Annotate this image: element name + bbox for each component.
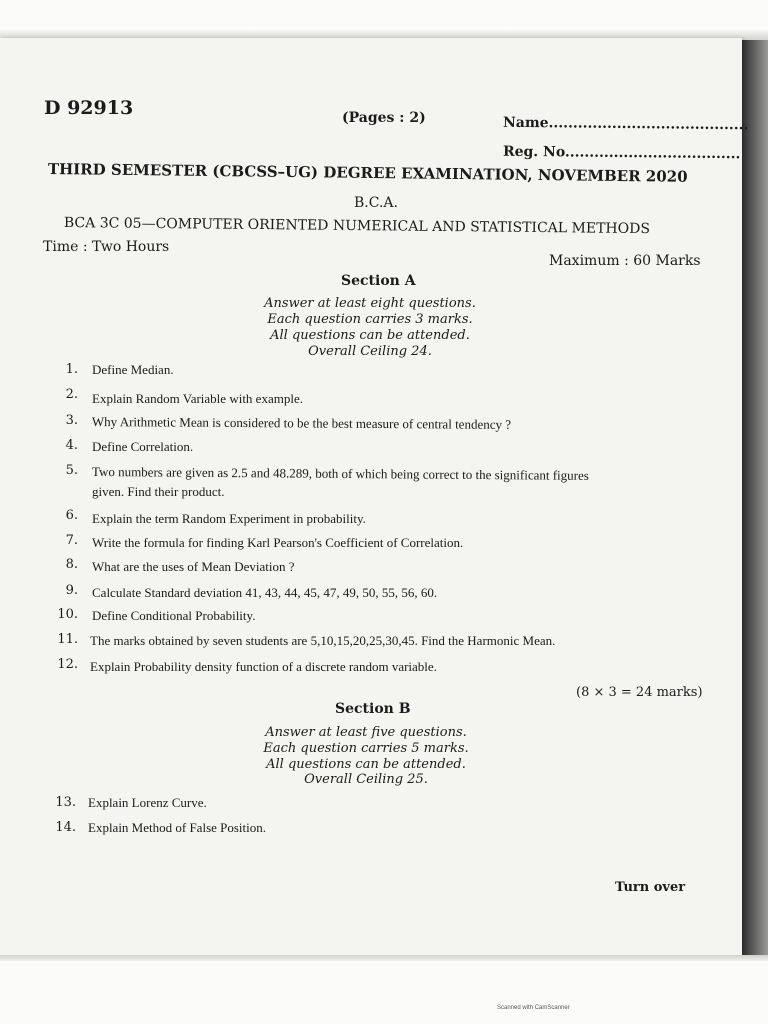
question-text: Explain the term Random Experiment in probability.: [92, 511, 366, 526]
turn-over-label: Turn over: [615, 880, 686, 895]
question-text: Explain Random Variable with example.: [92, 391, 303, 406]
section-b-instruction: Each question carries 5 marks.: [263, 741, 469, 756]
question-text-continued: given. Find their product.: [92, 484, 225, 499]
question-text: Calculate Standard deviation 41, 43, 44, 45, 47, 49, 50, 55, 56, 60.: [92, 585, 438, 600]
program-name: B.C.A.: [354, 195, 398, 211]
page-count: (Pages : 2): [342, 110, 426, 126]
question-number: 6.: [65, 508, 78, 523]
section-a-title: Section A: [341, 273, 416, 289]
reg-no-field: Reg. No....................................: [502, 143, 741, 163]
question-number: 9.: [65, 583, 78, 598]
name-field: Name.........................................: [502, 114, 749, 134]
question-text: Define Conditional Probability.: [92, 608, 256, 623]
section-b-instruction: All questions can be attended.: [266, 757, 466, 772]
question-number: 13.: [55, 795, 76, 810]
scan-right-edge: [742, 40, 768, 960]
scanner-watermark: Scanned with CamScanner: [497, 1005, 570, 1011]
question-number: 7.: [65, 533, 78, 548]
course-title: BCA 3C 05—COMPUTER ORIENTED NUMERICAL AND STATISTICAL METHODS: [63, 215, 651, 238]
question-number: 5.: [65, 463, 78, 478]
question-text: Write the formula for finding Karl Pearson's Coefficient of Correlation.: [92, 535, 464, 550]
question-text: Define Median.: [92, 362, 174, 377]
section-a-instruction: Each question carries 3 marks.: [267, 312, 473, 327]
question-text: Two numbers are given as 2.5 and 48.289, both of which being correct to the significant figures: [91, 464, 589, 483]
exam-time: Time : Two Hours: [43, 239, 170, 255]
section-a-instruction: All questions can be attended.: [270, 328, 470, 343]
section-b-instruction: Answer at least five questions.: [265, 725, 467, 740]
question-number: 14.: [55, 820, 76, 835]
section-b-instruction: Overall Ceiling 25.: [304, 772, 428, 787]
paper-code: D 92913: [44, 97, 134, 119]
question-text: What are the uses of Mean Deviation ?: [92, 559, 295, 574]
question-number: 3.: [65, 413, 78, 428]
question-text: Why Arithmetic Mean is considered to be the best measure of central tendency ?: [91, 414, 512, 432]
question-number: 10.: [57, 607, 78, 622]
question-text: Explain Lorenz Curve.: [88, 795, 207, 810]
scan-bottom-edge: [0, 955, 768, 961]
question-number: 11.: [57, 632, 78, 647]
question-text: Explain Method of False Position.: [88, 820, 267, 835]
max-marks: Maximum : 60 Marks: [549, 253, 701, 269]
question-number: 12.: [57, 657, 78, 672]
question-number: 8.: [65, 557, 78, 572]
section-a-marks-summary: (8 × 3 = 24 marks): [576, 685, 703, 700]
question-number: 4.: [65, 438, 78, 453]
question-text: The marks obtained by seven students are 5,10,15,20,25,30,45. Find the Harmonic Mean.: [90, 633, 556, 648]
question-text: Explain Probability density function of a discrete random variable.: [90, 659, 437, 674]
section-a-instruction: Answer at least eight questions.: [264, 296, 476, 311]
question-text: Define Correlation.: [92, 439, 194, 454]
section-a-instruction: Overall Ceiling 24.: [308, 344, 432, 359]
exam-title: THIRD SEMESTER (CBCSS–UG) DEGREE EXAMINATION, NOVEMBER 2020: [47, 160, 688, 186]
section-b-title: Section B: [335, 701, 411, 717]
question-number: 1.: [65, 362, 78, 377]
question-number: 2.: [65, 387, 78, 402]
